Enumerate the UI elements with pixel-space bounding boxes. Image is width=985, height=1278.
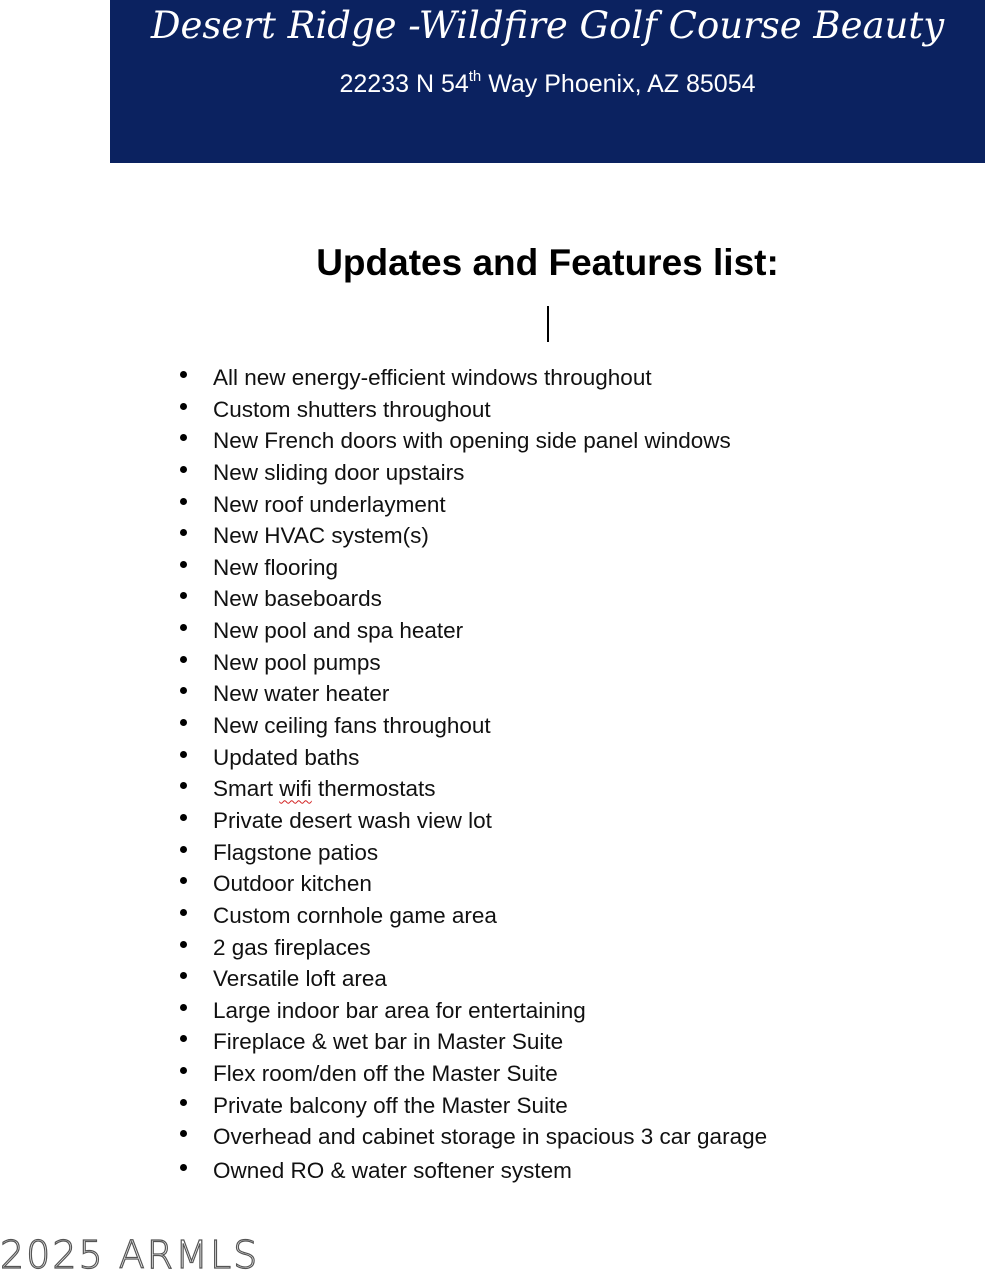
bullet-icon xyxy=(180,561,187,568)
bullet-icon xyxy=(180,687,187,694)
feature-text: Custom shutters throughout xyxy=(213,396,491,422)
feature-text: New roof underlayment xyxy=(213,491,446,517)
address-street-number: 22233 N 54 xyxy=(339,70,469,98)
feature-text: All new energy-efficient windows throughout xyxy=(213,365,652,390)
feature-text: New water heater xyxy=(213,681,390,707)
feature-text: Flex room/den off the Master Suite xyxy=(213,1061,558,1087)
copyright-watermark: 2025 ARMLS xyxy=(0,1233,260,1277)
bullet-icon xyxy=(180,466,187,473)
bullet-icon xyxy=(180,1164,187,1171)
feature-text: Custom cornhole game area xyxy=(213,902,497,928)
feature-text: Smart wifi thermostats xyxy=(213,776,436,802)
bullet-icon xyxy=(180,941,187,948)
address-rest: Way Phoenix, AZ 85054 xyxy=(481,70,756,98)
feature-text: Private desert wash view lot xyxy=(213,807,492,833)
feature-text: New ceiling fans throughout xyxy=(213,713,491,739)
feature-text: Private balcony off the Master Suite xyxy=(213,1092,568,1118)
feature-text: New pool pumps xyxy=(213,649,381,675)
bullet-icon xyxy=(180,1004,187,1011)
header-banner xyxy=(110,0,985,163)
feature-text: New pool and spa heater xyxy=(213,618,464,644)
bullet-icon xyxy=(180,403,187,410)
bullet-icon xyxy=(180,1130,187,1137)
bullet-icon xyxy=(180,529,187,536)
feature-text: New baseboards xyxy=(213,586,382,612)
bullet-icon xyxy=(180,1099,187,1106)
bullet-icon xyxy=(180,624,187,631)
feature-text: New flooring xyxy=(213,554,339,580)
feature-text: Large indoor bar area for entertaining xyxy=(213,997,586,1023)
feature-text: Overhead and cabinet storage in spacious 3 car garage xyxy=(213,1124,768,1150)
feature-text: 2 gas fireplaces xyxy=(213,934,371,960)
feature-text: Versatile loft area xyxy=(213,966,387,992)
feature-text: New sliding door upstairs xyxy=(213,459,465,485)
text-cursor xyxy=(547,306,549,342)
feature-text: Flagstone patios xyxy=(213,839,379,865)
bullet-icon xyxy=(180,1035,187,1042)
bullet-icon xyxy=(180,434,187,441)
bullet-icon xyxy=(180,656,187,663)
property-title: Desert Ridge -Wildfire Golf Course Beauty xyxy=(150,4,945,47)
feature-text: Fireplace & wet bar in Master Suite xyxy=(213,1029,564,1055)
bullet-icon xyxy=(180,719,187,726)
bullet-icon xyxy=(180,909,187,916)
bullet-icon xyxy=(180,782,187,789)
bullet-icon xyxy=(180,498,187,505)
feature-text: New HVAC system(s) xyxy=(213,523,429,549)
feature-text: Updated baths xyxy=(213,744,360,770)
bullet-icon xyxy=(180,592,187,599)
spellcheck-underline: wifi xyxy=(279,776,312,802)
bullet-icon xyxy=(180,371,187,378)
bullet-icon xyxy=(180,814,187,821)
bullet-icon xyxy=(180,877,187,884)
feature-text: Owned RO & water softener system xyxy=(213,1158,572,1184)
bullet-icon xyxy=(180,846,187,853)
address-ordinal-suffix: th xyxy=(468,68,482,85)
bullet-icon xyxy=(180,1067,187,1074)
feature-text: Outdoor kitchen xyxy=(213,871,372,897)
features-heading: Updates and Features list: xyxy=(316,242,779,283)
feature-text: New French doors with opening side panel windows xyxy=(213,428,731,454)
property-address xyxy=(110,68,985,100)
bullet-icon xyxy=(180,751,187,758)
bullet-icon xyxy=(180,972,187,979)
